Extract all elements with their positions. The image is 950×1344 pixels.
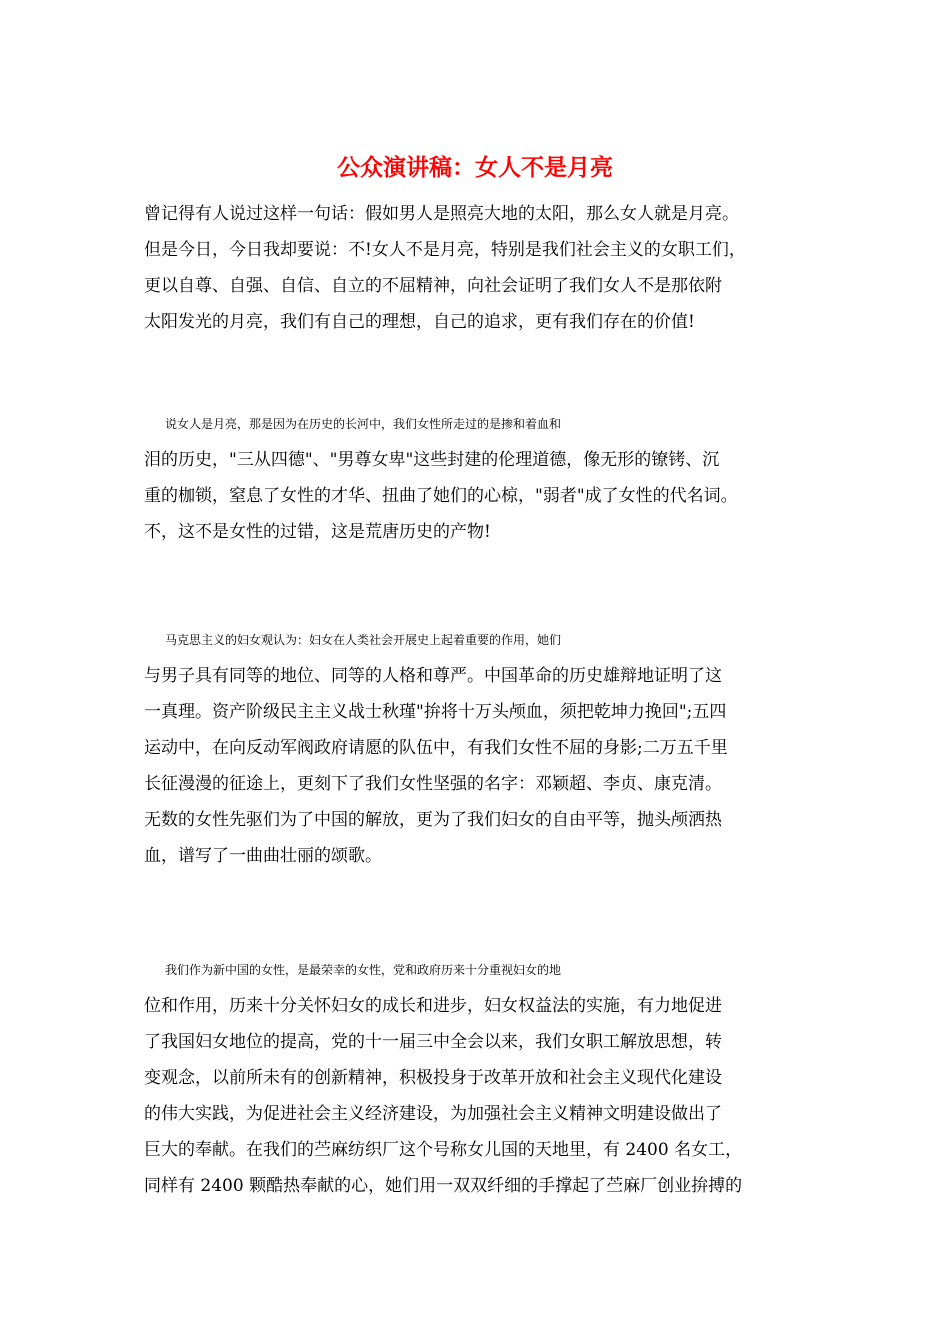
paragraph-line: 马克思主义的妇女观认为：妇女在人类社会开展史上起着重要的作用，她们: [165, 633, 562, 647]
paragraph-line: 太阳发光的月亮，我们有自己的理想，自己的追求，更有我们存在的价值!: [144, 312, 695, 332]
paragraph-line: 曾记得有人说过这样一句话：假如男人是照亮大地的太阳，那么女人就是月亮。: [144, 204, 739, 224]
paragraph-line: 同样有 2400 颗酷热奉献的心，她们用一双双纤细的手撑起了苎麻厂创业拚搏的: [144, 1176, 743, 1196]
paragraph-1: [144, 196, 824, 340]
paragraph-3: [144, 622, 824, 874]
paragraph-line: 变观念，以前所未有的创新精神，积极投身于改革开放和社会主义现代化建设: [144, 1068, 722, 1088]
paragraph-line: 运动中，在向反动军阀政府请愿的队伍中，有我们女性不屈的身影;二万五千里: [144, 738, 728, 758]
paragraph-line: 但是今日，今日我却要说：不!女人不是月亮，特别是我们社会主义的女职工们，: [144, 240, 746, 260]
paragraph-line: 了我国妇女地位的提高，党的十一届三中全会以来，我们女职工解放思想，转: [144, 1032, 722, 1052]
paragraph-line: 我们作为新中国的女性，是最荣幸的女性，党和政府历来十分重视妇女的地: [165, 963, 562, 977]
paragraph-line: 更以自尊、自强、自信、自立的不屈精神，向社会证明了我们女人不是那依附: [144, 276, 722, 296]
paragraph-line: 泪的历史，"三从四德"、"男尊女卑"这些封建的伦理道德，像无形的镣铐、沉: [144, 450, 720, 470]
paragraph-2: [144, 406, 824, 550]
paragraph-4: [144, 952, 824, 1204]
paragraph-line: 说女人是月亮，那是因为在历史的长河中，我们女性所走过的是掺和着血和: [165, 417, 562, 431]
paragraph-line: 的伟大实践，为促进社会主义经济建设，为加强社会主义精神文明建设做出了: [144, 1104, 722, 1124]
paragraph-line: 长征漫漫的征途上，更刻下了我们女性坚强的名字：邓颖超、李贞、康克清。: [144, 774, 722, 794]
paragraph-line: 无数的女性先驱们为了中国的解放，更为了我们妇女的自由平等，抛头颅洒热: [144, 810, 722, 830]
paragraph-line: 不，这不是女性的过错，这是荒唐历史的产物!: [144, 522, 491, 542]
paragraph-line: 一真理。资产阶级民主主义战士秋瑾"拚将十万头颅血，须把乾坤力挽回";五四: [144, 702, 727, 722]
document-title: 公众演讲稿：女人不是月亮: [337, 155, 613, 181]
paragraph-line: 重的枷锁，窒息了女性的才华、扭曲了她们的心椋，"弱者"成了女性的代名词。: [144, 486, 738, 506]
paragraph-line: 位和作用，历来十分关怀妇女的成长和进步，妇女权益法的实施，有力地促进: [144, 996, 722, 1016]
paragraph-line: 血，谱写了一曲曲壮丽的颂歌。: [144, 846, 382, 866]
paragraph-line: 与男子具有同等的地位、同等的人格和尊严。中国革命的历史雄辩地证明了这: [144, 666, 722, 686]
paragraph-line: 巨大的奉献。在我们的苎麻纺织厂这个号称女儿国的天地里，有 2400 名女工，: [144, 1140, 743, 1160]
